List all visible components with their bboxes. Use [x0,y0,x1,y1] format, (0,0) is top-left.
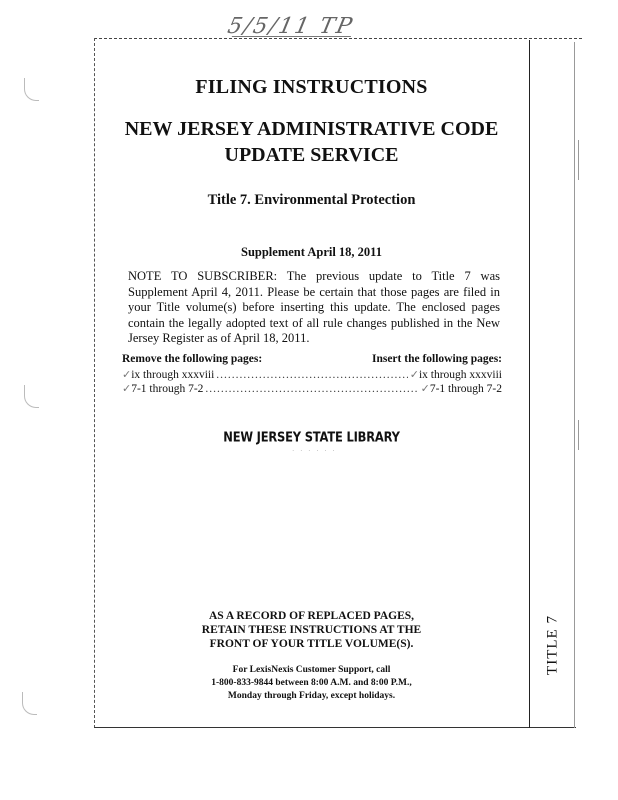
remove-pages: 7-1 through 7-2 [131,383,204,395]
scan-edge-mark [578,140,579,180]
support-line1: For LexisNexis Customer Support, call [232,665,391,675]
leader-dots [216,369,407,381]
support-line2: 1-800-833-9844 between 8:00 A.M. and 8:00 P.M., [211,678,412,688]
insert-header: Insert the following pages: [371,353,502,365]
code-title-line1: NEW JERSEY ADMINISTRATIVE CODE [124,118,499,140]
subscriber-note: NOTE TO SUBSCRIBER: The previous update to Title 7 was Supplement April 4, 2011. Please be certain that those pages are filed in your Title volume(s) before inserting this update. The enclosed pages contain the legally adopted text of all rule changes published in the New Jersey Register as of April 18, 2011. [128,269,500,345]
table-row [122,368,502,382]
title-subtitle: Title 7. Environmental Protection [207,192,416,208]
punch-hole-mark [24,385,39,408]
side-tab-label: TITLE 7 [544,615,561,675]
library-stamp: NEW JERSEY STATE LIBRARY [223,428,400,446]
frame-right-border [529,40,530,728]
pages-table [122,353,502,396]
record-notice-line3: FRONT OF YOUR TITLE VOLUME(S). [209,638,414,650]
check-mark-icon: ✓ [420,383,430,395]
handwritten-note [225,14,356,39]
handwritten-note-text: 5/5/11 TP [225,14,356,39]
insert-pages: ix through xxxviii [418,369,502,381]
pages-table-header [122,353,502,368]
supplement-date: Supplement April 18, 2011 [241,245,382,259]
punch-hole-mark [22,692,37,715]
table-row [122,382,502,396]
check-mark-icon: ✓ [409,369,419,381]
record-notice [94,609,529,651]
remove-pages: ix through xxxviii [131,369,215,381]
remove-header: Remove the following pages: [122,353,263,365]
code-title [94,116,529,168]
stamp-smudge: · · · · · · [292,447,337,455]
support-line3: Monday through Friday, except holidays. [227,691,396,701]
check-mark-icon: ✓ [122,369,132,381]
check-mark-icon: ✓ [122,383,132,395]
code-title-line2: UPDATE SERVICE [224,144,399,166]
frame-page-edge [574,42,575,728]
insert-pages: 7-1 through 7-2 [429,383,502,395]
record-notice-line1: AS A RECORD OF REPLACED PAGES, [208,610,415,622]
leader-dots [205,383,418,395]
punch-hole-mark [24,78,39,101]
document-title: FILING INSTRUCTIONS [195,76,428,98]
frame-bottom-border [94,727,576,728]
customer-support [94,664,529,703]
side-tab [540,600,566,690]
frame-top-border [94,38,582,39]
scan-edge-mark [578,420,579,450]
record-notice-line2: RETAIN THESE INSTRUCTIONS AT THE [201,624,422,636]
